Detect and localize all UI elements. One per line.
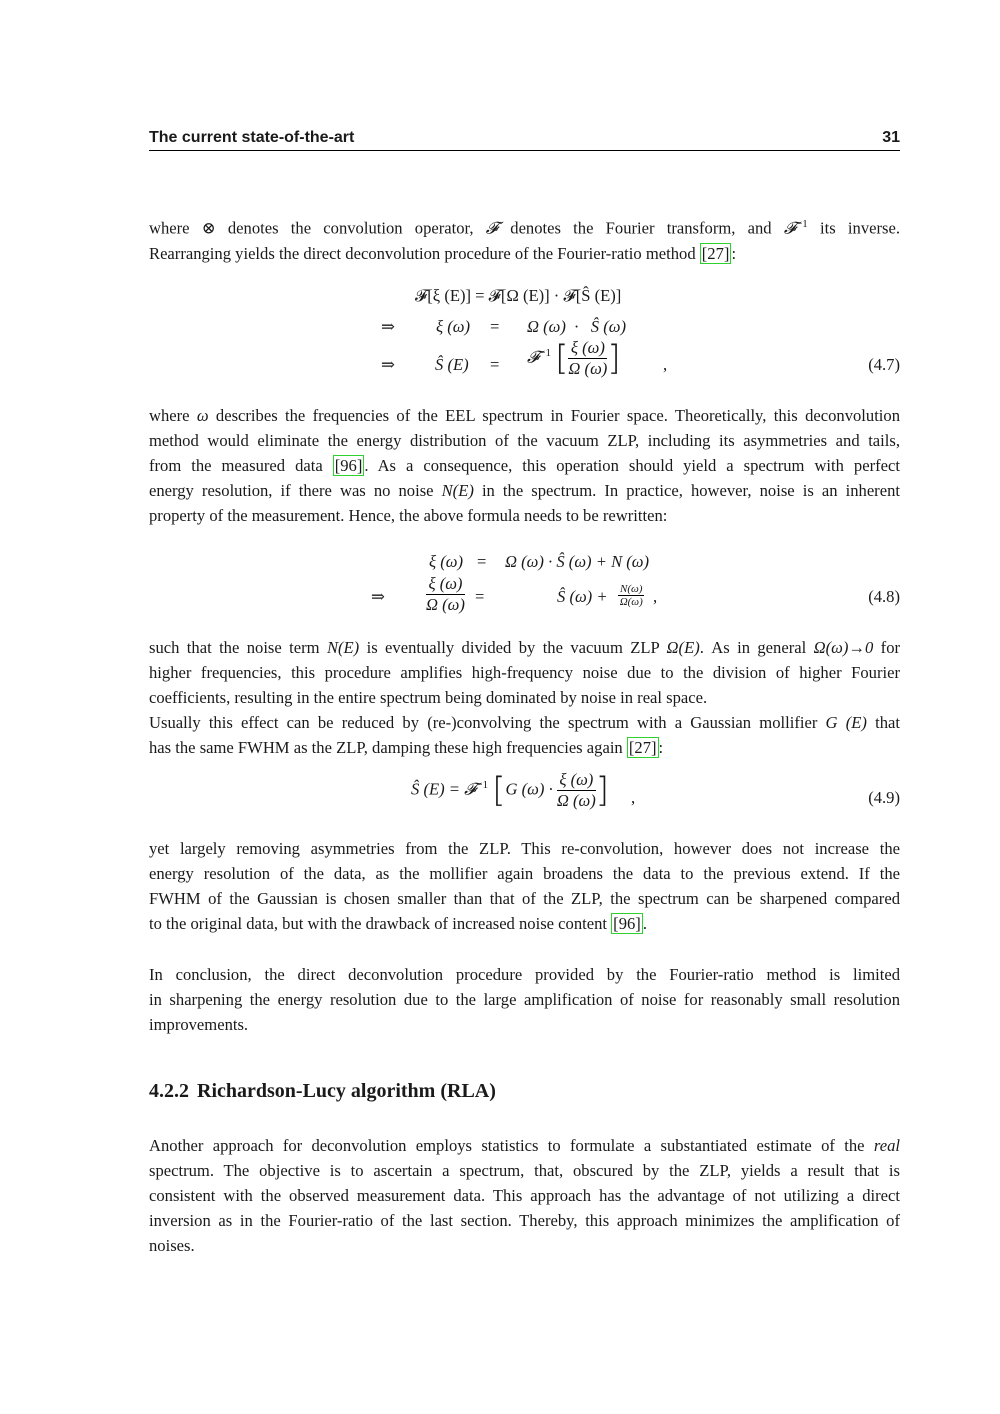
implies-arrow: ⇒ — [381, 355, 395, 374]
eq-4-7-row3-eq: = — [490, 355, 500, 374]
section-heading — [149, 1080, 496, 1103]
text-line: consistent with the observed measurement data. This approach has the advantage of not utilizing a direct — [149, 1186, 900, 1206]
text-line: property of the measurement. Hence, the above formula needs to be rewritten: — [149, 506, 668, 526]
eq-comma: , — [631, 788, 636, 807]
text-line: FWHM of the Gaussian is chosen smaller than that of the ZLP, the spectrum can be sharpened compared — [149, 889, 900, 909]
fraction: $\frac{\xi (\omega)}{\Omega (\omega)}$ — [426, 574, 465, 614]
bracket-icon: ] — [607, 338, 621, 379]
text-line: Rearranging yields the direct deconvolution procedure of the Fourier-ratio method [27] : — [149, 243, 737, 263]
eq-4-7-row3-lhs: Ŝ (E) — [435, 355, 469, 374]
eq-4-7-row2-lhs: ξ (ω) — [436, 317, 471, 336]
text-line: method would eliminate the energy distribution of the vacuum ZLP, including its asymmetries and tails, — [149, 431, 900, 451]
bracket-icon: [ — [492, 770, 506, 811]
eq-4-7-row2-rhs: Ω (ω) · Ŝ (ω) — [527, 317, 627, 336]
paragraph-theory — [149, 403, 900, 528]
paragraph-rla — [149, 1133, 900, 1258]
page — [149, 0, 900, 1414]
implies-arrow: ⇒ — [371, 587, 385, 606]
eq-comma: , — [653, 587, 658, 606]
text-line: energy resolution, if there was no noise N(E) in the spectrum. In practice, however, noise is an inherent — [149, 481, 900, 501]
text-line: inversion as in the Fourier-ratio of the last section. Thereby, this approach minimizes the amplification of — [149, 1211, 900, 1231]
text-line: higher frequencies, this procedure amplifies high-frequency noise due to the division of higher Fourier — [149, 663, 900, 683]
text-line: coefficients, resulting in the entire spectrum being dominated by noise in real space. — [149, 688, 708, 708]
page-number: 31 — [882, 129, 900, 146]
eq-4-8-fraction — [426, 574, 465, 615]
eq-4-8-rhs: Ŝ (ω) + — [557, 587, 608, 606]
eq-4-7-row1: 𝓕[ξ (E)] = 𝓕[Ω (E)] · 𝓕[Ŝ (E)] — [415, 286, 622, 305]
paragraph-reconvolution — [149, 836, 900, 936]
fraction: $\frac{\xi (\omega)}{\Omega (\omega)}$ — [556, 770, 596, 810]
text-line: yet largely removing asymmetries from the ZLP. This re-convolution, however does not increase the — [149, 839, 900, 858]
text-line: has the same FWHM as the ZLP, damping these high frequencies again [27] : — [149, 738, 664, 758]
fraction: $\frac{N(\omega)}{\Omega(\omega)}$ — [619, 583, 643, 608]
text-line: such that the noise term N(E) is eventually divided by the vacuum ZLP Ω(E). As in general Ω(ω)→0 for — [149, 638, 901, 657]
citation-link[interactable]: [96] — [613, 914, 641, 934]
eq-4-8-row1-lhs: ξ (ω) — [429, 552, 464, 571]
eq-4-8-small-fraction — [618, 583, 644, 608]
implies-arrow: ⇒ — [381, 317, 395, 336]
equation-number: (4.7) — [868, 355, 900, 374]
header-title: The current state-of-the-art — [149, 129, 355, 146]
text-line: energy resolution of the data, as the mollifier again broadens the data to the previous extend. If the — [149, 864, 900, 884]
text-line: spectrum. The objective is to ascertain a spectrum, that, obscured by the ZLP, yields a result that is — [149, 1161, 900, 1181]
text-line: noises. — [149, 1236, 195, 1256]
eq-4-8-row1-eq: = — [477, 552, 487, 571]
eq-4-7-row3-rhs: 𝓕$^{-1}$ [ $\frac{\xi (\omega)}{\Omega (\omega)}$ ] — [527, 338, 621, 379]
equation-number: (4.9) — [868, 788, 900, 807]
text-line: to the original data, but with the drawback of increased noise content [96] . — [149, 914, 647, 934]
citation-link[interactable]: [27] — [628, 738, 657, 758]
bracket-icon: ] — [595, 770, 610, 811]
paragraph-conclusion — [149, 962, 900, 1037]
text-line: Usually this effect can be reduced by (re-)convolving the spectrum with a Gaussian mollifier G (E) that — [149, 713, 900, 733]
text-line: improvements. — [149, 1015, 249, 1035]
equation-number: (4.8) — [868, 587, 900, 606]
eq-4-8-eq: = — [475, 587, 485, 606]
bracket-icon: [ — [555, 338, 569, 379]
citation-link[interactable]: [27] — [701, 243, 730, 263]
eq-4-9-body: Ŝ (E) = 𝓕$^{-1}$ [G (ω) · $\frac{\xi (\omega)}{\Omega (\omega)}$ ] — [411, 770, 610, 811]
text-line: from the measured data [96] . As a consequence, this operation should yield a spectrum with perfect — [149, 456, 900, 476]
text-line: In conclusion, the direct deconvolution procedure provided by the Fourier-ratio method is limited — [149, 965, 900, 984]
section-number: 4.2.2 — [149, 1080, 189, 1102]
paragraph-intro — [149, 212, 900, 266]
citation-link[interactable]: [96] — [334, 456, 363, 476]
text-line: Another approach for deconvolution employs statistics to formulate a substantiated estimate of the real — [149, 1136, 900, 1155]
text-line: in sharpening the energy resolution due to the large amplification of noise for reasonably small resolution — [149, 990, 900, 1010]
text-line: where ⊗ denotes the convolution operator, 𝓕 denotes the Fourier transform, and 𝓕$^{-1}$ its inverse. — [149, 218, 900, 238]
paragraph-noise — [149, 635, 900, 760]
section-title: Richardson-Lucy algorithm (RLA) — [197, 1080, 496, 1102]
text-line: where ω describes the frequencies of the EEL spectrum in Fourier space. Theoretically, this deconvolution — [149, 406, 901, 425]
fraction: $\frac{\xi (\omega)}{\Omega (\omega)}$ — [568, 338, 608, 378]
eq-4-8-row1-rhs: Ω (ω) · Ŝ (ω) + N (ω) — [505, 552, 650, 571]
eq-4-7-row2-eq: = — [490, 317, 500, 336]
running-header — [149, 128, 900, 151]
eq-comma: , — [663, 355, 668, 374]
